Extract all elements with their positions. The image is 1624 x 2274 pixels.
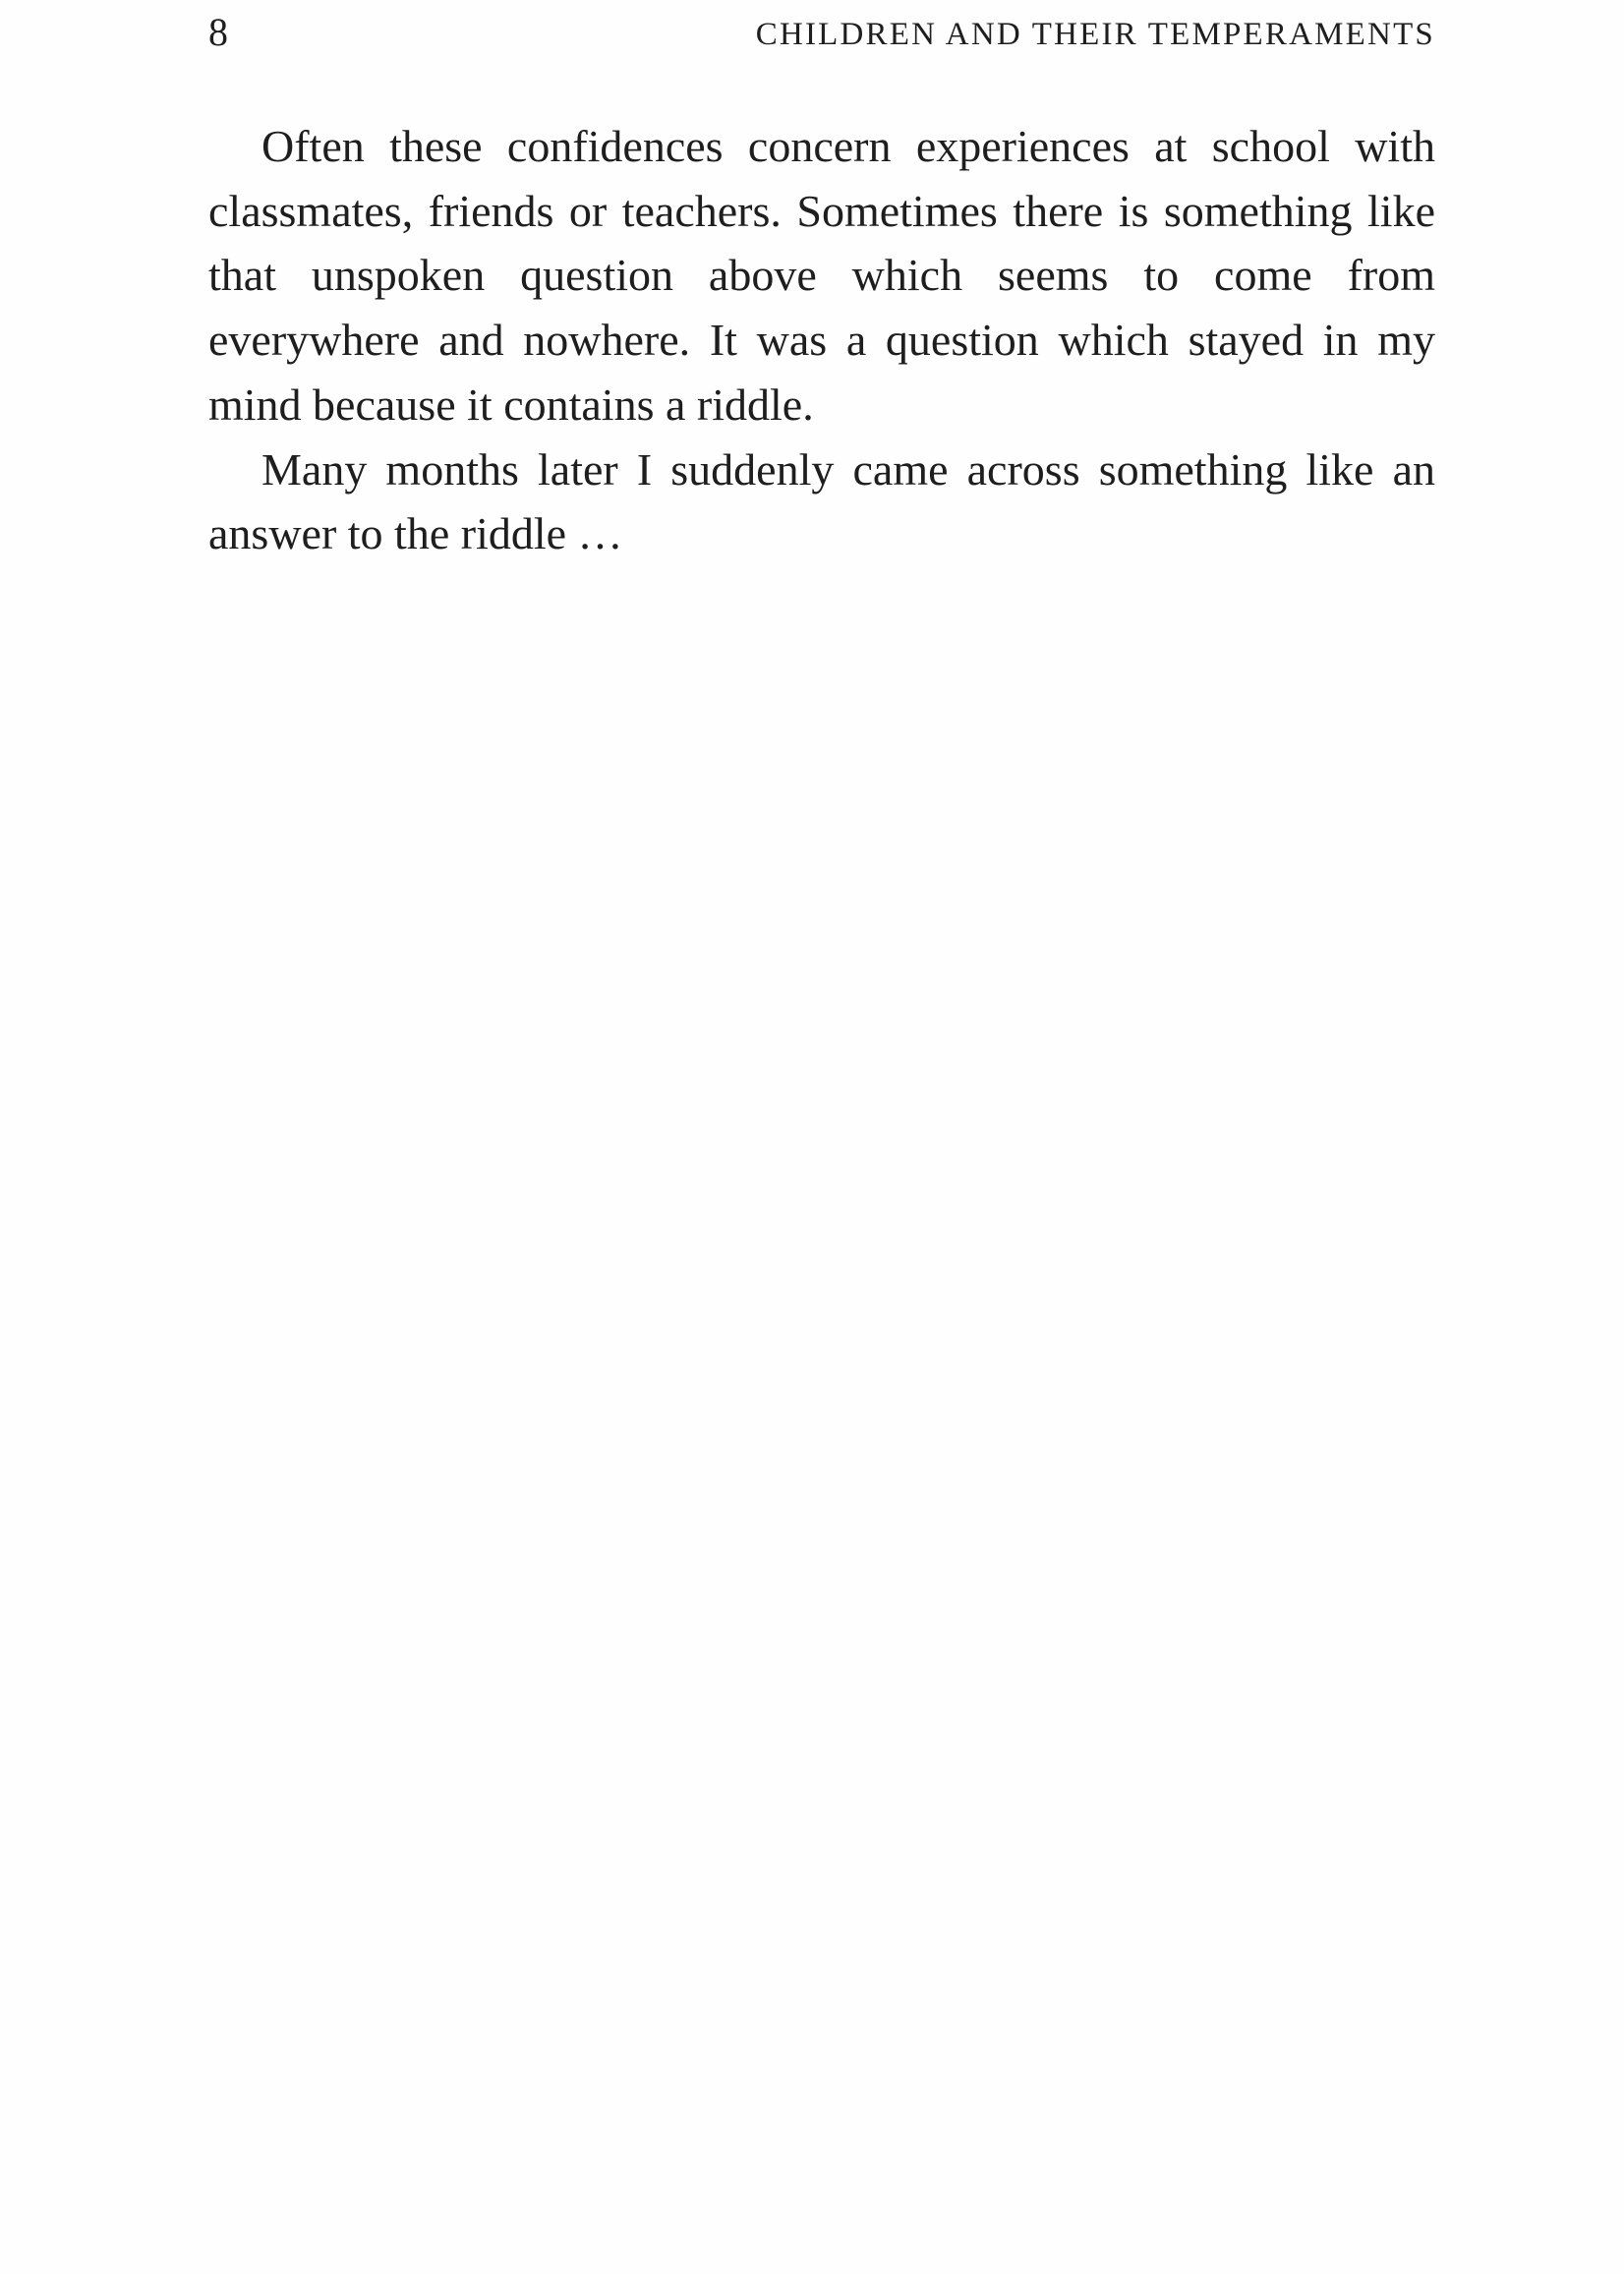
body-text: [208, 114, 1435, 566]
running-title: CHILDREN AND THEIR TEMPERAMENTS: [755, 17, 1435, 52]
paragraph-2: Many months later I suddenly came across something like an answer to the riddle …: [208, 443, 1435, 559]
paragraph-1: Often these confidences concern experiences at school with classmates, friends or teachers. Sometimes there is something like that unspoken question above which seems to come from everywhere and nowhere. It was a question which stayed in my mind because it contains a riddle.: [208, 121, 1435, 430]
running-head: [208, 8, 1435, 57]
page-number: 8: [208, 10, 228, 54]
book-page: [208, 0, 1435, 2274]
